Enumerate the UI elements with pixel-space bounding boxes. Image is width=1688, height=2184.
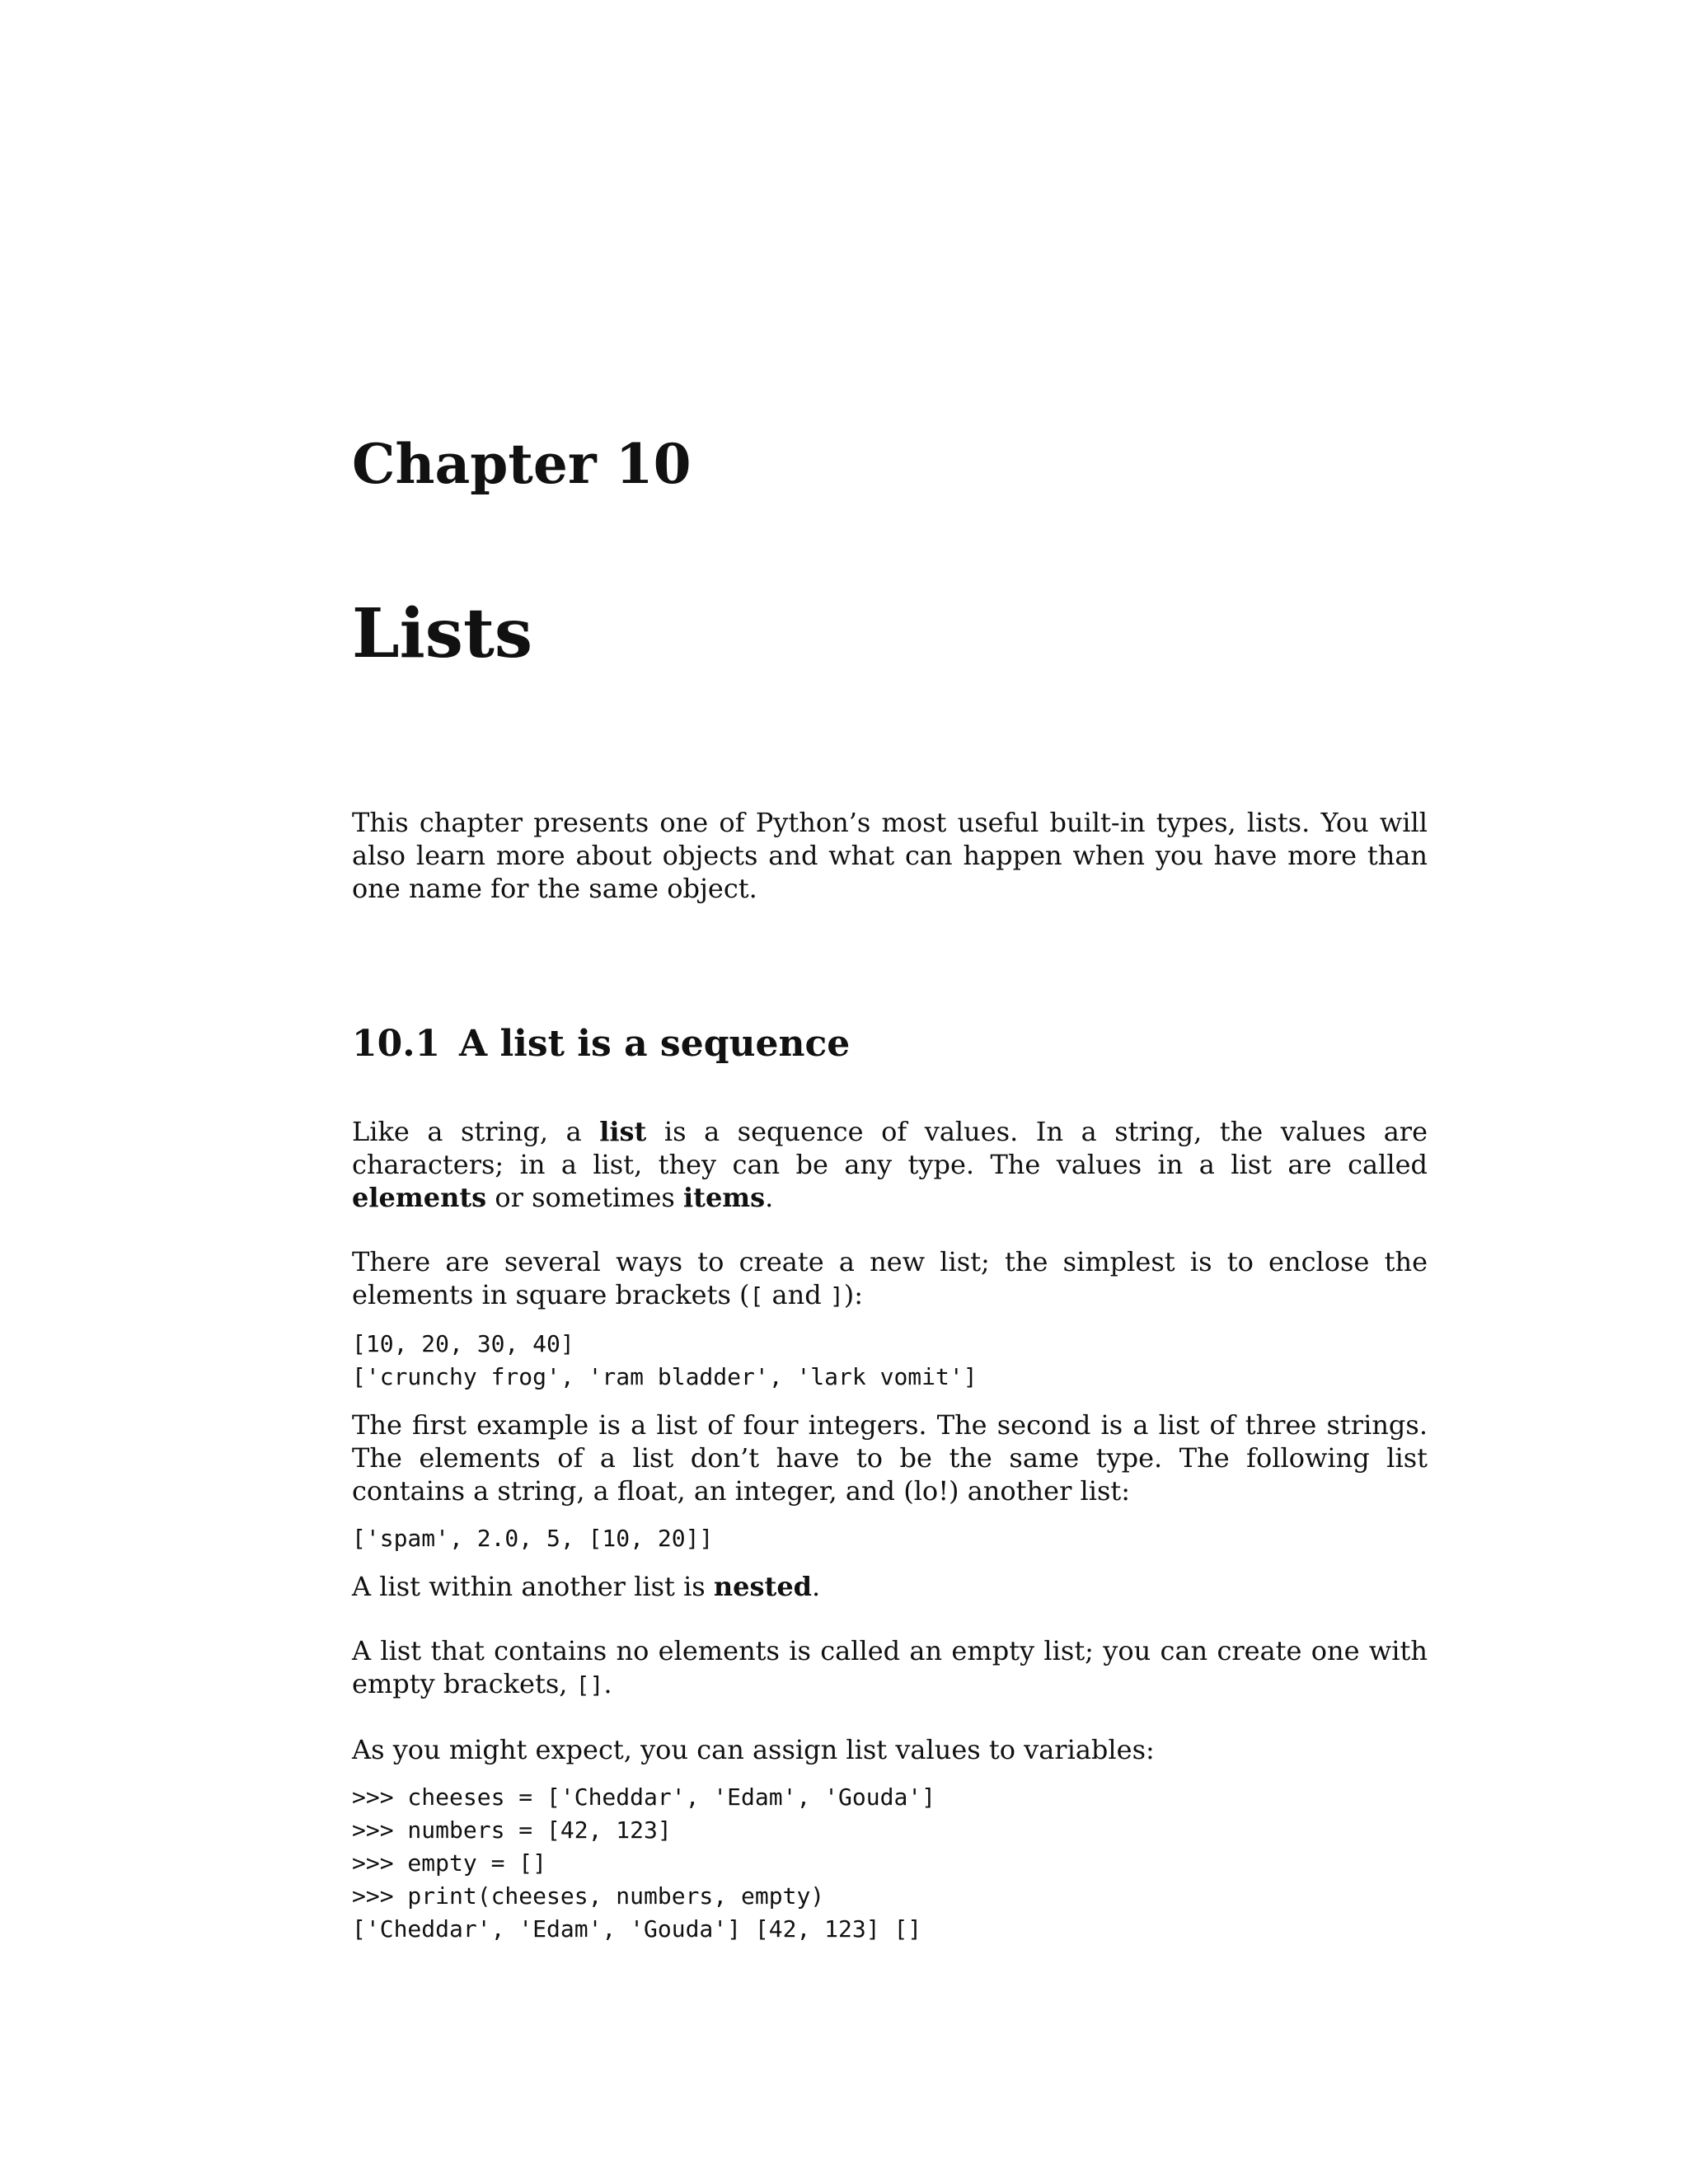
text-run: or sometimes xyxy=(486,1182,683,1214)
paragraph-empty-list xyxy=(352,1634,1428,1702)
chapter-body xyxy=(352,806,1428,1961)
text-run: There are several ways to create a new list; the simplest is to enclose the elements in square brackets ( xyxy=(352,1246,1428,1311)
term-nested: nested xyxy=(713,1571,813,1603)
paragraph-create-list xyxy=(352,1245,1428,1313)
code-block-assignment: >>> cheeses = ['Cheddar', 'Edam', 'Gouda'] >>> numbers = [42, 123] >>> empty = [] >>> print(cheeses, numbers, empty) ['Cheddar', 'Edam', 'Gouda'] [42, 123] [] xyxy=(352,1783,936,1943)
paragraph-element-types: The first example is a list of four integers. The second is a list of three strings. The elements of a list don’t have to be the same type. The following list contains a string, a float, an integer, and (lo!) another list: xyxy=(352,1409,1428,1507)
section-heading xyxy=(352,1024,1428,1064)
inline-code: [ xyxy=(749,1282,764,1310)
code-block-mixed-list: ['spam', 2.0, 5, [10, 20]] xyxy=(352,1525,714,1553)
intro-paragraph: This chapter presents one of Python’s most useful built-in types, lists. You will also learn more about objects and what can happen when you have more than one name for the same object. xyxy=(352,807,1428,904)
text-run: . xyxy=(603,1668,612,1700)
inline-code: ] xyxy=(829,1282,844,1310)
section-title: A list is a sequence xyxy=(459,1023,851,1065)
term-list: list xyxy=(599,1116,647,1148)
code-block-list-examples: [10, 20, 30, 40] ['crunchy frog', 'ram bladder', 'lark vomit'] xyxy=(352,1330,978,1391)
chapter-label: Chapter 10 xyxy=(352,432,692,496)
paragraph-list-definition xyxy=(352,1115,1428,1214)
chapter-title: Lists xyxy=(352,594,533,673)
section-number: 10.1 xyxy=(352,1023,441,1065)
text-run: Like a string, a xyxy=(352,1116,600,1148)
text-run: is a sequence of values. In a string, the values are characters; in a list, they can be any type. The values in a list are called xyxy=(352,1116,1428,1181)
term-items: items xyxy=(683,1182,766,1214)
text-run: A list that contains no elements is called an empty list; you can create one with empty brackets, xyxy=(352,1635,1428,1700)
paragraph-assign-variables: As you might expect, you can assign list values to variables: xyxy=(352,1734,1155,1766)
text-run: . xyxy=(765,1182,774,1214)
text-run: ): xyxy=(843,1279,864,1311)
paragraph-nested xyxy=(352,1570,1428,1603)
term-elements: elements xyxy=(352,1182,487,1214)
text-run: A list within another list is xyxy=(352,1571,714,1603)
text-run: . xyxy=(812,1571,821,1603)
inline-code: [] xyxy=(575,1671,604,1699)
text-run: and xyxy=(763,1279,830,1311)
